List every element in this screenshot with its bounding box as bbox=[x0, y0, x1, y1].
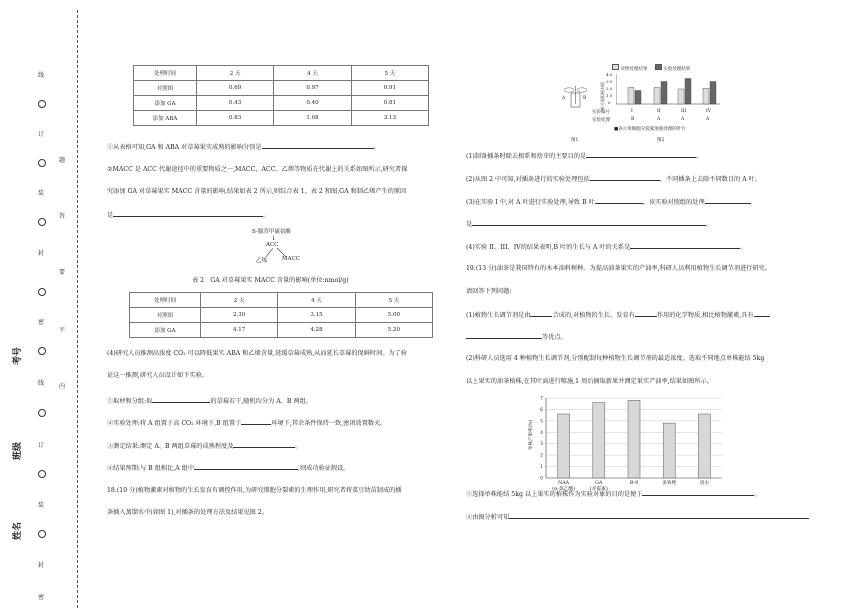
question-text: (3)在实验 I 中,对 A 叶进行实验处理,导致 B 叶 bbox=[466, 199, 595, 206]
question-line: ③测定结果:测定 A、B 两组草莓的成熟程度及 。 bbox=[107, 443, 302, 450]
category-name: 清水 bbox=[699, 481, 710, 486]
table-cell: 2.30 bbox=[201, 308, 278, 323]
category-name: 多效唑 bbox=[661, 481, 677, 486]
question-line: 条插入蒸馏水中(如图 1),对插条的处理方法及结果见图 2。 bbox=[107, 509, 268, 516]
table-cell: 4.28 bbox=[278, 323, 355, 338]
bar-control bbox=[678, 89, 684, 104]
question-line: (4)实验 II、III、IV的结果表明,B 叶的生长与 A 叶的关系是 。 bbox=[466, 244, 747, 251]
question-text: ③测定结果:测定 A、B 两组草莓的成熟程度及 bbox=[107, 443, 234, 450]
table-cell: 0.91 bbox=[351, 81, 428, 96]
answer-blank[interactable] bbox=[590, 174, 660, 181]
legend-swatch-experiment bbox=[655, 64, 662, 70]
question-text: ,则成功验证假设。 bbox=[298, 465, 350, 472]
yield-chart-y-label: 单株产果率(%) bbox=[529, 419, 534, 450]
fig2-group-label: III bbox=[681, 109, 687, 114]
answer-blank[interactable] bbox=[241, 418, 271, 425]
fig2-y-tick: 2.0 bbox=[606, 86, 613, 91]
table-cell: 5.20 bbox=[355, 323, 432, 338]
fig2-row-label: 实验编号 bbox=[592, 110, 610, 115]
question-text: 等优点。 bbox=[542, 334, 567, 341]
margin-char: 装 bbox=[38, 190, 45, 197]
margin-circle bbox=[38, 530, 46, 538]
bar-experiment bbox=[685, 79, 691, 105]
fig2-footnote: ■表示用细胞分裂素溶液处理的叶片 bbox=[614, 127, 686, 132]
fig2-y-tick: 1.0 bbox=[606, 93, 613, 98]
y-tick-label: 4 bbox=[540, 430, 543, 436]
margin-circle bbox=[38, 218, 46, 226]
question-line: (1)制备插条时除去根系和幼芽的主要目的是 。 bbox=[466, 153, 703, 160]
question-text: ①从表格可知,GA 和 ABA 对草莓果实成熟的影响分别是 bbox=[107, 144, 262, 151]
question-text: ④结果预期:与 B 组相比,A 组中 bbox=[107, 465, 195, 472]
fig2-group-label: II bbox=[657, 109, 661, 114]
table-cell: 处理时间 bbox=[130, 293, 201, 308]
margin-char: 封 bbox=[38, 562, 45, 569]
table-cell: 5 天 bbox=[355, 293, 432, 308]
bar-experiment bbox=[710, 82, 716, 105]
question-text: (1)植物生长调节剂是由 bbox=[466, 312, 531, 319]
question-line: 18.(10 分)植物激素对植物的生长发育有调控作用,为研究细胞分裂素的生理作用,研究者将菜豆幼苗制成的插 bbox=[107, 487, 402, 494]
table-cell: 添加 GA bbox=[134, 96, 197, 111]
question-text: 作用的化学物质,相比植物激素,具有 bbox=[656, 312, 754, 319]
question-text: 合成的,对植物的生长、发育有 bbox=[552, 312, 635, 319]
fig2-bar-chart bbox=[616, 74, 720, 108]
figure-2-label: 图2 bbox=[657, 138, 665, 143]
category-name: GA bbox=[595, 481, 603, 486]
y-tick-label: 0 bbox=[540, 476, 543, 482]
question-line: ①从表格可知,GA 和 ABA 对草莓果实成熟的影响分别是 。 bbox=[107, 144, 380, 151]
answer-blank[interactable] bbox=[472, 219, 706, 226]
answer-blank[interactable] bbox=[194, 463, 298, 470]
y-tick-label: 5 bbox=[540, 419, 543, 425]
margin-circle bbox=[38, 288, 46, 296]
question-text: (1)制备插条时除去根系和幼芽的主要目的是 bbox=[466, 153, 587, 160]
margin-char: 装 bbox=[38, 502, 45, 509]
question-line bbox=[107, 396, 312, 406]
margin-char: 要 bbox=[59, 269, 66, 276]
question-line bbox=[107, 418, 387, 428]
table-cell: 3.15 bbox=[278, 308, 355, 323]
margin-char: 内 bbox=[59, 383, 66, 390]
table-cell: 对照组 bbox=[130, 308, 201, 323]
fig2-y-tick: 0 bbox=[608, 100, 611, 105]
bar-清水 bbox=[698, 414, 710, 478]
legend-label: 实验处理结果 bbox=[663, 67, 691, 72]
x-tick-label bbox=[684, 481, 724, 487]
bar-control bbox=[628, 88, 634, 105]
question-line: 究添加 GA 对草莓果实 MACC 含量的影响,结果如表 2 所示,则综合表 1、表 2 和图,GA 和制乙烯产生的原因 bbox=[107, 188, 407, 195]
answer-blank[interactable] bbox=[630, 242, 740, 249]
question-line bbox=[466, 332, 567, 342]
table-2-title: 表 2 GA 对草莓果实 MACC 含量的影响(单位:nmol/g) bbox=[192, 277, 349, 284]
table-cell: 处理时间 bbox=[134, 66, 197, 81]
fig2-y-axis-label: 叶片面积相对值 bbox=[600, 82, 605, 110]
table-cell: 1.08 bbox=[274, 111, 351, 126]
fig1-letter-a: A bbox=[562, 96, 566, 101]
bar-experiment bbox=[661, 82, 667, 105]
question-line: 19.(13 分)油茶是我国特有的木本油料树种。为提高油茶果实的产油率,科研人员利用植物生长调节剂进行研究。 bbox=[466, 265, 771, 272]
exam-number-label: 考号 bbox=[13, 346, 23, 365]
y-tick-label: 7 bbox=[540, 396, 543, 402]
question-line: 是 。 bbox=[107, 212, 270, 219]
answer-blank[interactable] bbox=[705, 197, 751, 204]
bar-NAA bbox=[558, 414, 570, 478]
table-cell: 2 天 bbox=[197, 66, 274, 81]
table-cell: 0.40 bbox=[274, 96, 351, 111]
fig2-y-tick: 4.0 bbox=[606, 72, 613, 77]
question-line: (4)研究人员推测高浓度 CO₂ 可以降低果实 ABA 和乙烯含量,延缓草莓成熟,从而延长草莓的保鲜时间。为了验 bbox=[107, 350, 408, 357]
category-sublabel: (赤霉素) bbox=[589, 487, 608, 492]
margin-circle bbox=[38, 470, 46, 478]
diagram-right: MACC bbox=[282, 256, 301, 262]
question-text: ①取材和分组:取 bbox=[107, 398, 153, 405]
category-name: NAA bbox=[558, 481, 570, 486]
table-cell: 4.17 bbox=[201, 323, 278, 338]
answer-blank[interactable] bbox=[635, 310, 657, 317]
table-cell: 5.00 bbox=[355, 308, 432, 323]
y-tick-label: 2 bbox=[540, 453, 543, 459]
margin-char: 线 bbox=[38, 380, 45, 387]
question-line bbox=[466, 197, 751, 207]
legend bbox=[612, 64, 690, 72]
x-tick-label bbox=[614, 481, 654, 487]
answer-blank[interactable] bbox=[233, 441, 295, 448]
answer-blank[interactable] bbox=[509, 512, 809, 519]
question-line: (2)科研人员选用 4 种植物生长调节剂,分别配制每种植物生长调节剂的最适浓度。选取不同地点单株能结 5kg bbox=[466, 355, 765, 362]
table-row bbox=[134, 81, 429, 96]
x-tick-label bbox=[649, 481, 689, 487]
table-row bbox=[134, 66, 429, 81]
table-1 bbox=[133, 65, 429, 126]
answer-blank[interactable] bbox=[466, 332, 542, 339]
diagram-mid: ACC bbox=[266, 242, 279, 248]
table-cell: 0.81 bbox=[351, 96, 428, 111]
table-cell: 5 天 bbox=[351, 66, 428, 81]
bar-GA bbox=[593, 403, 605, 478]
question-line: 证这一推测,研究人员设计如下实验。 bbox=[107, 372, 208, 379]
fig1-letter-b: B bbox=[583, 96, 587, 101]
figure-1-label: 图1 bbox=[571, 138, 579, 143]
margin-circle bbox=[38, 100, 46, 108]
question-text: (2)从图 2 中可知,对插条进行的实验处理包括 bbox=[466, 176, 590, 183]
margin-char: 题 bbox=[59, 157, 66, 164]
margin-char: 密 bbox=[38, 319, 45, 326]
question-line bbox=[466, 310, 770, 320]
category-sublabel: (α-萘乙酸) bbox=[552, 487, 576, 492]
diagram-arrow: ↓ bbox=[271, 235, 277, 242]
table-cell: 0.83 bbox=[197, 111, 274, 126]
diagram-left: 乙烯 bbox=[256, 258, 268, 264]
question-line: ①选择单株能结 5kg 以上果实的植株作为实验对象的目的是便于 。 bbox=[466, 491, 761, 498]
table-cell: 4 天 bbox=[274, 66, 351, 81]
table-2 bbox=[129, 292, 433, 338]
class-label: 班级 bbox=[13, 441, 23, 460]
legend-label: 对照处理结果 bbox=[620, 67, 648, 72]
fig2-group-label: I bbox=[631, 109, 633, 114]
name-label: 姓名 bbox=[13, 521, 23, 540]
question-text: (4)实验 II、III、IV的结果表明,B 叶的生长与 A 叶的关系是 bbox=[466, 244, 631, 251]
fig2-treatment: A bbox=[681, 117, 685, 122]
table-cell: 0.69 bbox=[197, 81, 274, 96]
table-cell: 0.43 bbox=[197, 96, 274, 111]
question-line: 请回答下列问题: bbox=[466, 288, 512, 295]
table-cell: 0.97 bbox=[274, 81, 351, 96]
answer-blank[interactable] bbox=[152, 396, 210, 403]
answer-blank[interactable] bbox=[595, 197, 643, 204]
answer-blank[interactable] bbox=[754, 310, 770, 317]
table-cell: 添加 ABA bbox=[134, 111, 197, 126]
table-cell: 对照组 bbox=[134, 81, 197, 96]
margin-char: 订 bbox=[38, 442, 45, 449]
question-text: 。该实验对照组的处理 bbox=[642, 199, 705, 206]
answer-blank[interactable] bbox=[642, 489, 754, 496]
table-cell: 4 天 bbox=[278, 293, 355, 308]
question-line bbox=[466, 174, 761, 184]
margin-char: 订 bbox=[38, 131, 45, 138]
question-text: ①选择单株能结 5kg 以上果实的植株作为实验对象的目的是便于 bbox=[466, 491, 643, 498]
fig2-treatment: A bbox=[706, 117, 710, 122]
question-text: 环境下,其余条件保持一致,密闭放置数天。 bbox=[271, 420, 387, 427]
table-row bbox=[134, 96, 429, 111]
y-tick-label: 3 bbox=[540, 442, 543, 448]
y-tick-label: 1 bbox=[540, 465, 543, 471]
table-cell: 添加 GA bbox=[130, 323, 201, 338]
question-text: 是 bbox=[466, 221, 473, 228]
binding-line bbox=[77, 10, 78, 608]
y-tick-label: 6 bbox=[540, 407, 543, 413]
question-line bbox=[466, 512, 809, 522]
bar-多效唑 bbox=[663, 423, 675, 478]
table-cell: 3.13 bbox=[351, 111, 428, 126]
margin-circle bbox=[38, 347, 46, 355]
fig2-row-label: 实验处理 bbox=[592, 118, 610, 123]
fig2-treatment: A bbox=[657, 117, 661, 122]
yield-bar-chart bbox=[530, 394, 726, 484]
margin-char: 封 bbox=[38, 250, 45, 257]
margin-circle bbox=[38, 159, 46, 167]
margin-char: 线 bbox=[38, 72, 45, 79]
question-line: 是 。 bbox=[466, 221, 713, 228]
fig2-group-label: IV bbox=[706, 109, 712, 114]
question-text: 是 bbox=[107, 212, 114, 219]
margin-char: 密 bbox=[38, 594, 45, 601]
question-line: 以上果实的油茶植株,在其叶面进行喷施,1 周后摘取新果并测定果实产油率,结果如图所示。 bbox=[466, 378, 713, 385]
diagram-top: S-腺苷甲硫氨酸 bbox=[252, 229, 291, 235]
question-line bbox=[107, 463, 350, 473]
bar-control bbox=[654, 88, 660, 105]
margin-char: 不 bbox=[59, 327, 66, 334]
margin-char: 答 bbox=[59, 213, 66, 220]
category-name: B-9 bbox=[629, 481, 639, 486]
question-line: ②MACC 是 ACC 代谢途径中的重要物质之一,MACC、ACC、乙烯等物质在代谢上的关系如图所示,研究者探 bbox=[107, 166, 408, 173]
question-text: ②由图分析可知 bbox=[466, 514, 510, 521]
table-row bbox=[134, 111, 429, 126]
question-text: 、不同插条上去除不同数目的 A 叶。 bbox=[659, 176, 762, 183]
answer-blank[interactable] bbox=[530, 310, 552, 317]
answer-blank[interactable] bbox=[113, 210, 263, 217]
bar-B-9 bbox=[628, 400, 640, 478]
table-row bbox=[130, 323, 433, 338]
table-row bbox=[130, 308, 433, 323]
table-cell: 2 天 bbox=[201, 293, 278, 308]
answer-blank[interactable] bbox=[586, 151, 696, 158]
bar-experiment bbox=[635, 91, 641, 105]
fig2-treatment: B bbox=[631, 117, 635, 122]
bar-control bbox=[703, 88, 709, 104]
question-text: ②实验处理:将 A 组置于高 CO₂ 环境下,B 组置于 bbox=[107, 420, 242, 427]
question-text: 的草莓若干,随机均分为 A、B 两组。 bbox=[210, 398, 312, 405]
legend-swatch-control bbox=[612, 64, 619, 70]
table-row bbox=[130, 293, 433, 308]
fig2-y-tick: 3.0 bbox=[606, 79, 613, 84]
margin-circle bbox=[38, 409, 46, 417]
answer-blank[interactable] bbox=[262, 142, 374, 149]
